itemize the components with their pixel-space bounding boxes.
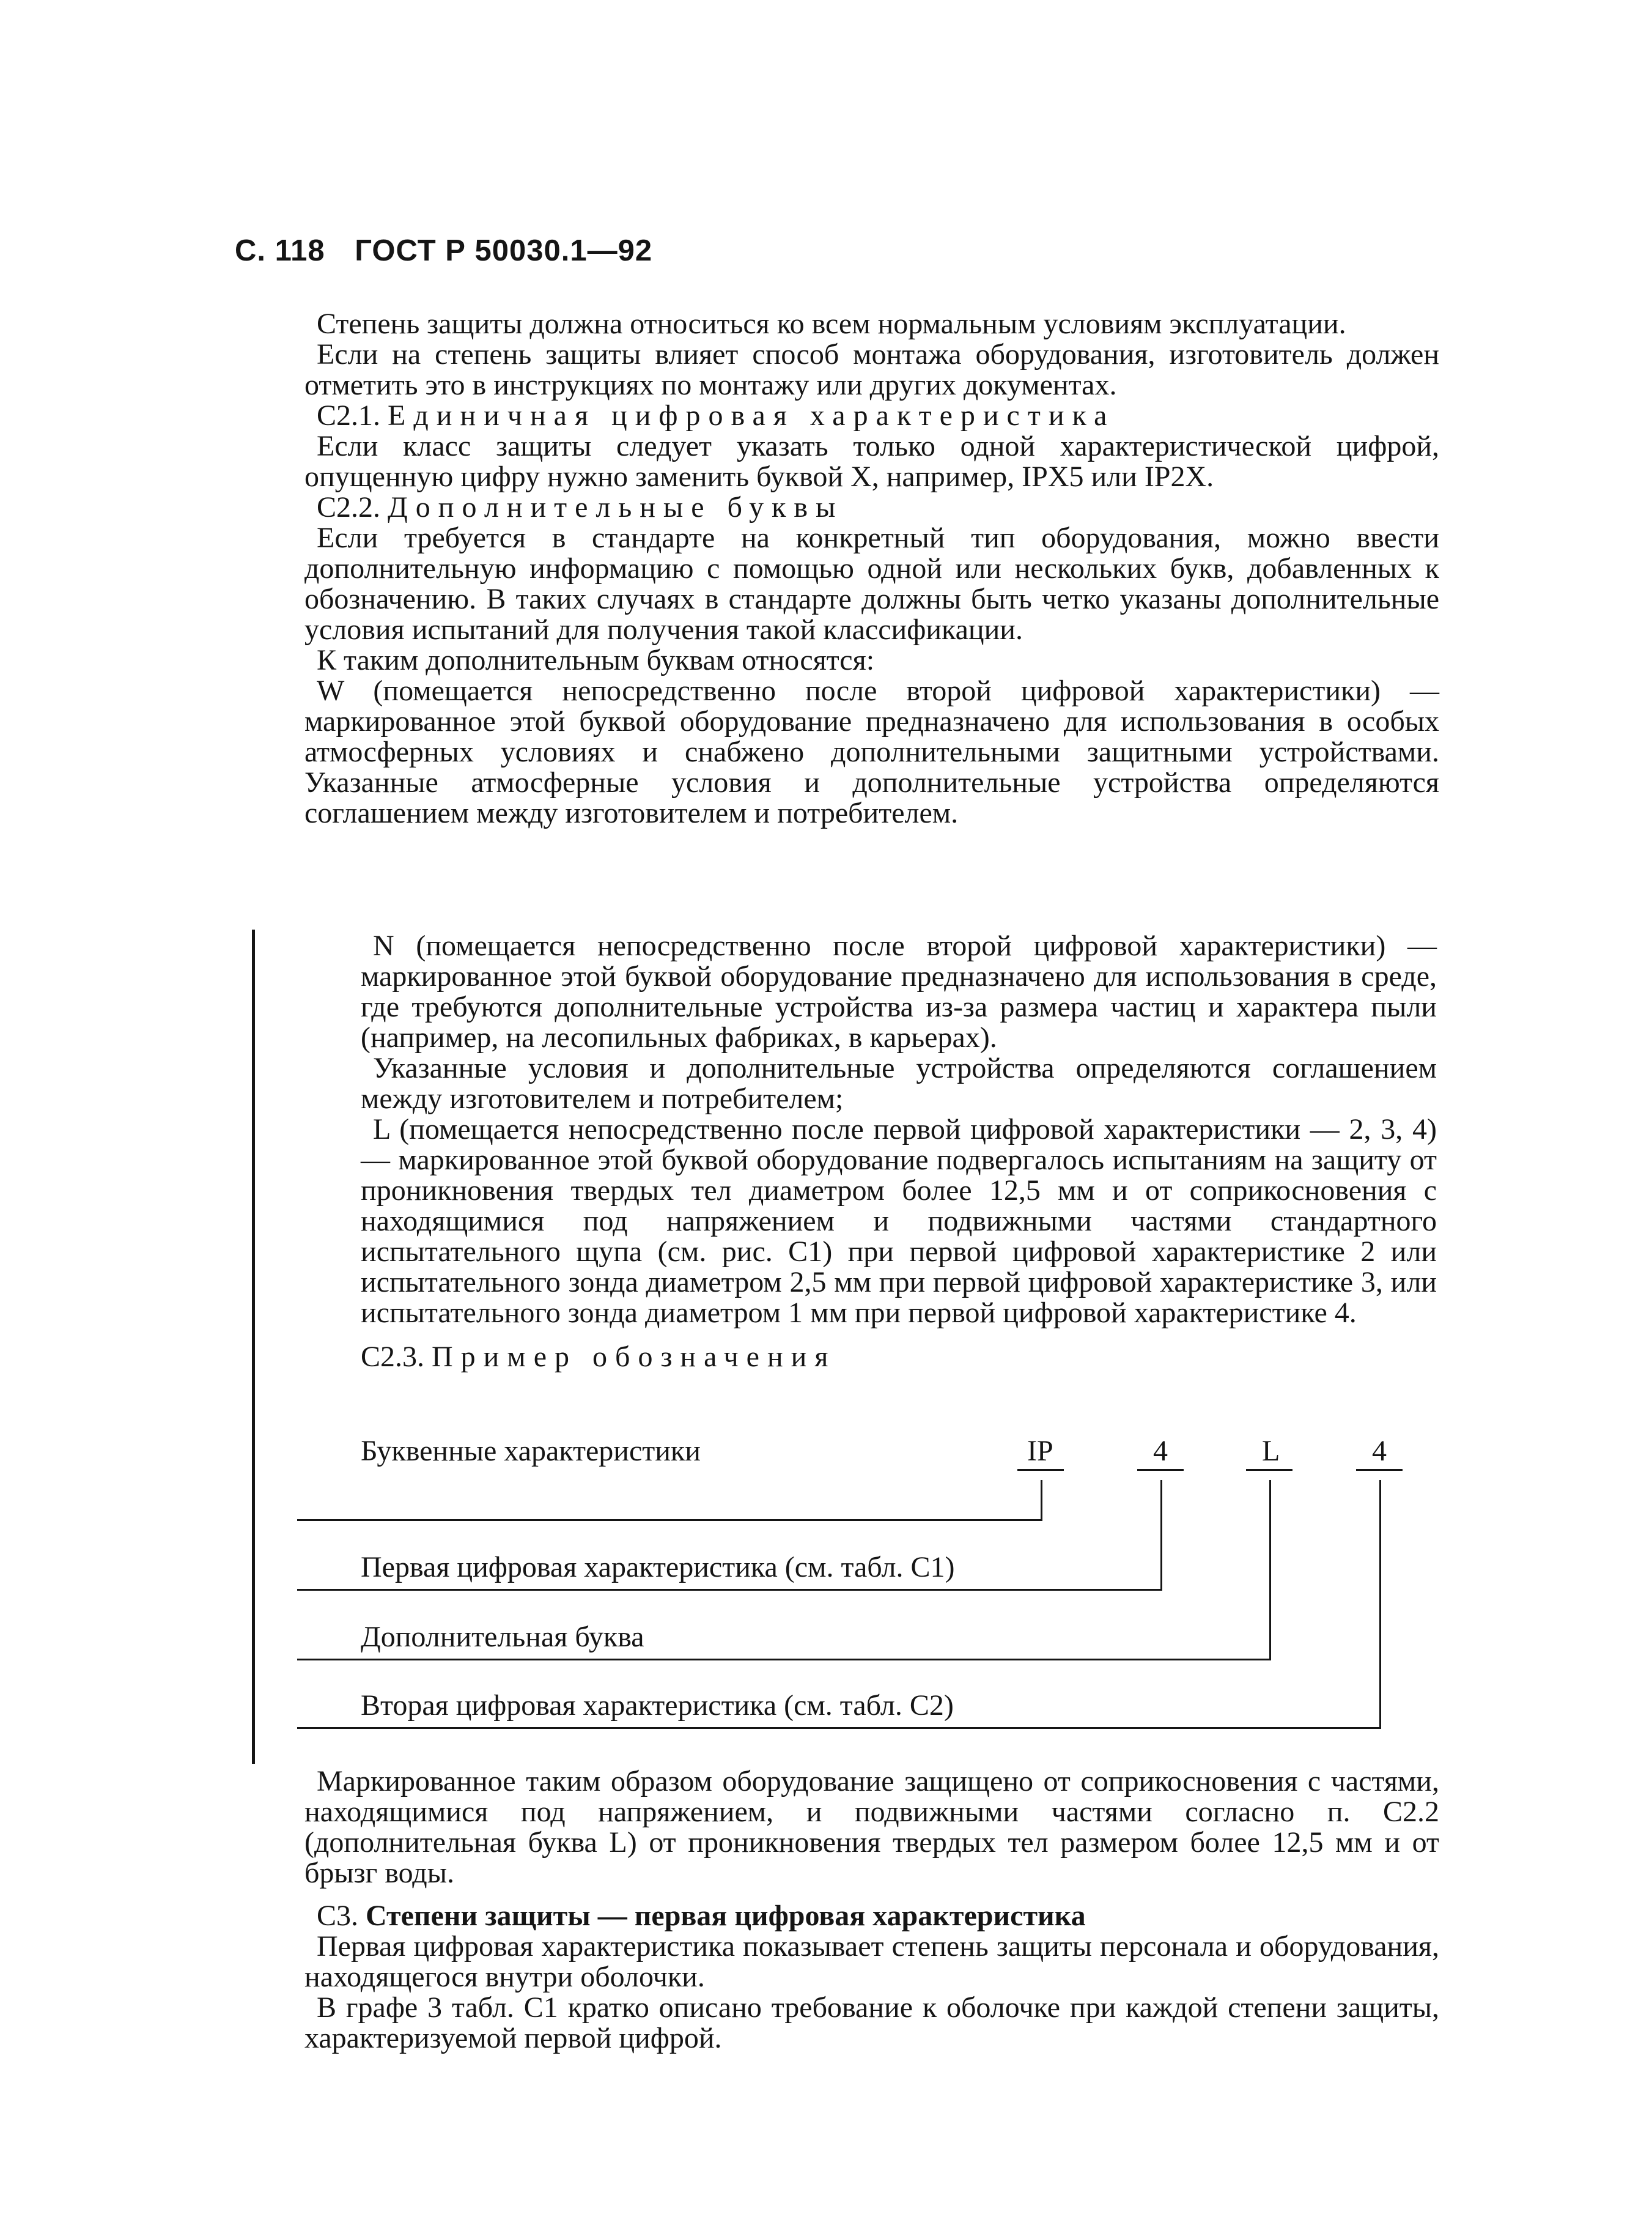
paragraph-marked-equipment: Маркированное таким образом оборудование защищено от соприкосновения с частями, находящимися под напряжением, и подвижными частями согласно п. С2.2 (дополнительная буква L) от проникновения твердых тел размером более 12,5 мм и от брызг воды. xyxy=(304,1765,1439,1889)
underline-letter xyxy=(1246,1469,1292,1471)
line-second-digit xyxy=(297,1727,1381,1729)
top-text-block xyxy=(304,309,1439,829)
leader-letter xyxy=(1269,1480,1271,1660)
paragraph-letters-intro: К таким дополнительным буквам относятся: xyxy=(317,644,875,676)
line-additional-letter xyxy=(297,1659,1271,1660)
paragraph-additional-letters: Если требуется в стандарте на конкретный тип оборудования, можно ввести дополнительную информацию с помощью одной или нескольких букв, добавленных к обозначению. В таких случаях в стандарте должны быть четко указаны дополнительные условия испытаний для получения такой классификации. xyxy=(304,522,1439,646)
paragraph-agreement: Указанные условия и дополнительные устройства определяются соглашением между изготовителем и потребителем; xyxy=(361,1052,1437,1115)
clause-c22-title: Дополнительные буквы xyxy=(388,491,844,524)
line-ip xyxy=(297,1519,1042,1521)
clause-c21-title: Единичная цифровая характеристика xyxy=(388,399,1115,432)
page-header xyxy=(235,234,673,268)
underline-second-digit xyxy=(1356,1469,1403,1471)
clause-c23-title: Пример обозначения xyxy=(432,1341,836,1373)
letters-label: Буквенные характеристики xyxy=(361,1435,701,1467)
paragraph-table-c1: В графе 3 табл. С1 кратко описано требование к оболочке при каждой степени защиты, характеризуемой первой цифрой. xyxy=(304,1991,1439,2054)
paragraph-first-digit: Первая цифровая характеристика показывает степень защиты персонала и оборудования, находящегося внутри оболочки. xyxy=(304,1930,1439,1993)
paragraph-letter-l: L (помещается непосредственно после первой цифровой характеристики — 2, 3, 4) — маркированное этой буквой оборудование подвергалось испытаниям на защиту от проникновения твердых тел диаметром более 12,5 мм и от соприкосновения с находящимися под напряжением и подвижными частями стандартного испытательного щупа (см. рис. С1) при первой цифровой характеристике 2 или испытательного зонда диаметром 2,5 мм при первой цифровой характеристике 3, или испытательного зонда диаметром 1 мм при первой цифровой характеристике 4. xyxy=(361,1113,1437,1329)
bottom-text-block xyxy=(304,1766,1439,2054)
clause-c21-number: С2.1. xyxy=(317,399,381,432)
paragraph-letter-w: W (помещается непосредственно после второй цифровой характеристики) — маркированное этой буквой оборудование предназначено для использования в особых атмосферных условиях и снабжено дополнительными защитными устройствами. Указанные атмосферные условия и дополнительные устройства определяются соглашением между изготовителем и потребителем. xyxy=(304,675,1439,829)
line-first-digit xyxy=(297,1589,1162,1591)
underline-ip xyxy=(1017,1469,1064,1471)
clause-c23-number: С2.3. xyxy=(361,1341,425,1373)
leader-ip xyxy=(1041,1480,1042,1520)
clause-c3-number: С3. xyxy=(317,1900,359,1932)
code-ip: IP xyxy=(1027,1435,1053,1467)
page-number: С. 118 xyxy=(235,234,325,267)
additional-letter-label: Дополнительная буква xyxy=(361,1621,644,1653)
marked-section xyxy=(361,931,1437,1372)
underline-first-digit xyxy=(1137,1469,1184,1471)
code-first-digit: 4 xyxy=(1153,1435,1168,1467)
code-letter: L xyxy=(1262,1435,1280,1467)
revision-bar xyxy=(252,930,255,1764)
standard-code: ГОСТ Р 50030.1—92 xyxy=(355,234,653,267)
paragraph-single-digit: Если класс защиты следует указать только одной характеристической цифрой, опущенную цифру нужно заменить буквой X, например, IPX5 или IP2X. xyxy=(304,430,1439,493)
clause-c3-title: Степени защиты — первая цифровая характеристика xyxy=(366,1900,1086,1932)
code-second-digit: 4 xyxy=(1372,1435,1387,1467)
clause-c23-heading xyxy=(361,1342,1437,1372)
paragraph-scope: Степень защиты должна относиться ко всем нормальным условиям эксплуатации. xyxy=(317,308,1346,340)
leader-second-digit xyxy=(1379,1480,1381,1728)
paragraph-letter-n: N (помещается непосредственно после второй цифровой характеристики) — маркированное этой буквой оборудование предназначено для использования в среде, где требуются дополнительные устройства из-за размера частиц и характера пыли (например, на лесопильных фабриках, в карьерах). xyxy=(361,930,1437,1054)
clause-c21-heading xyxy=(304,401,1439,431)
clause-c22-heading xyxy=(304,492,1439,523)
second-digit-label: Вторая цифровая характеристика (см. табл. С2) xyxy=(361,1689,954,1722)
clause-c3-heading xyxy=(304,1901,1439,1931)
first-digit-label: Первая цифровая характеристика (см. табл. С1) xyxy=(361,1551,955,1583)
paragraph-mounting: Если на степень защиты влияет способ монтажа оборудования, изготовитель должен отметить это в инструкциях по монтажу или других документах. xyxy=(304,338,1439,401)
clause-c22-number: С2.2. xyxy=(317,491,381,524)
leader-first-digit xyxy=(1160,1480,1162,1590)
